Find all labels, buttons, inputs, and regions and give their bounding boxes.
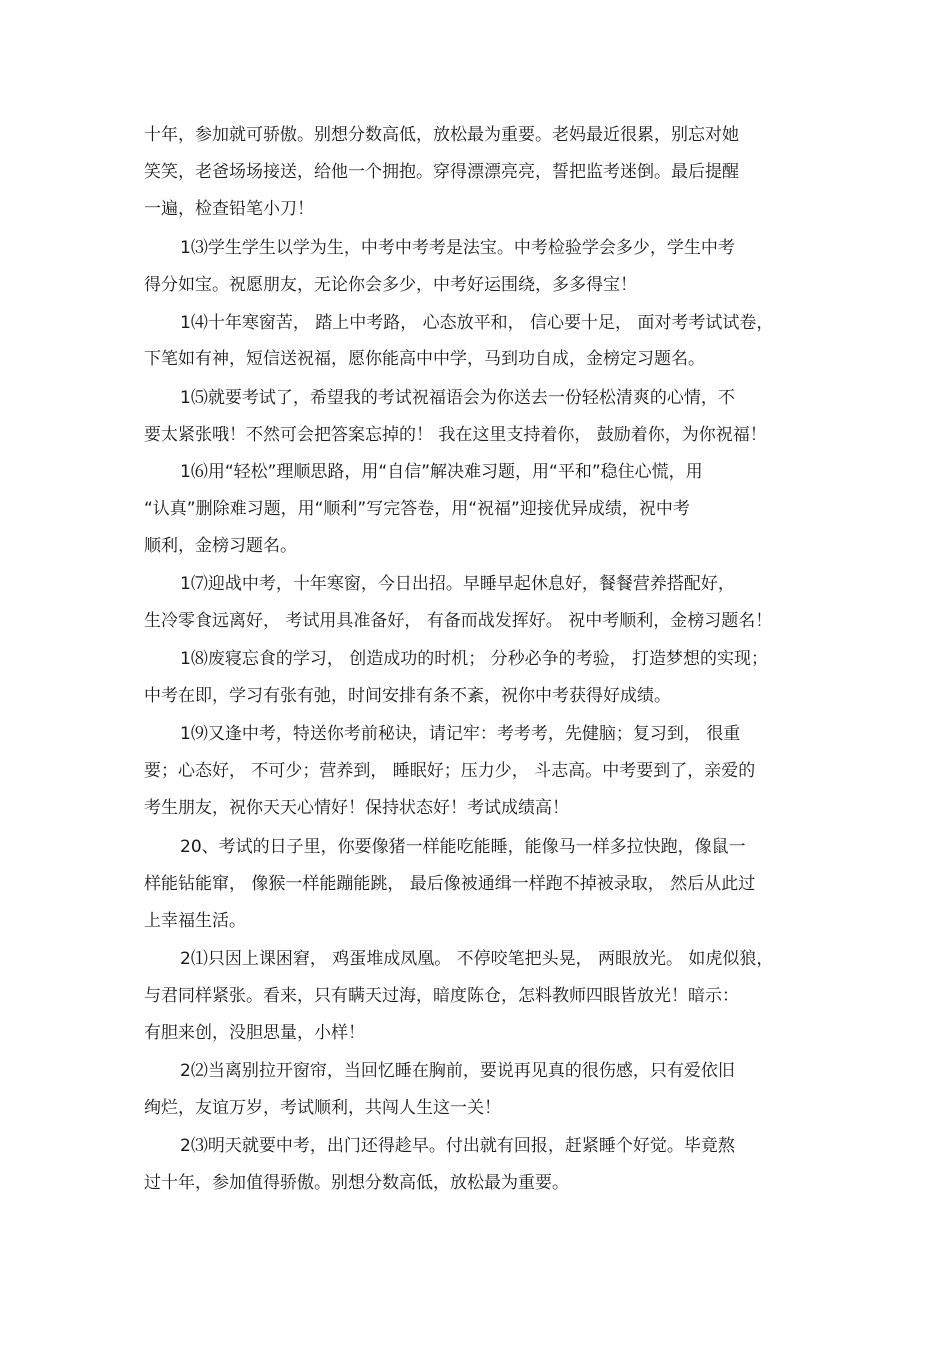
- paragraph-start-line: 1⑼又逢中考，特送你考前秘诀，请记牢：考考考，先健脑；复习到， 很重: [180, 724, 741, 744]
- paragraph-start-line: 1⑺迎战中考，十年寒窗，今日出招。早睡早起休息好，餐餐营养搭配好，: [180, 574, 735, 594]
- paragraph-start-line: 2⑶明天就要中考，出门还得趁早。付出就有回报，赶紧睡个好觉。毕竟熬: [180, 1136, 735, 1156]
- text-line: 笑笑，老爸场场接送，给他一个拥抱。穿得漂漂亮亮，誓把监考迷倒。最后提醒: [144, 162, 739, 182]
- text-line: 下笔如有神，短信送祝福，愿你能高中中学，马到功自成，金榜定习题名。: [144, 349, 705, 369]
- text-line: 生冷零食远离好， 考试用具准备好， 有备而战发挥好。 祝中考顺利，金榜习题名！: [144, 611, 773, 631]
- paragraph-start-line: 1⑹用“轻松”理顺思路，用“自信”解决难习题，用“平和”稳住心慌，用: [180, 462, 703, 482]
- paragraph-start-line: 1⑶学生学生以学为生，中考中考考是法宝。中考检验学会多少，学生中考: [180, 238, 735, 258]
- text-line: 中考在即，学习有张有弛，时间安排有条不紊，祝你中考获得好成绩。: [144, 686, 671, 706]
- text-line: 过十年，参加值得骄傲。别想分数高低，放松最为重要。: [144, 1173, 569, 1193]
- text-line: 得分如宝。祝愿朋友，无论你会多少，中考好运围绕，多多得宝！: [144, 275, 637, 295]
- text-line: 要太紧张哦！不然可会把答案忘掉的！ 我在这里支持着你， 鼓励着你，为你祝福！: [144, 425, 767, 445]
- paragraph-start-line: 2⑴只因上课困窘， 鸡蛋堆成凤凰。 不停咬笔把头晃， 两眼放光。 如虎似狼，: [180, 949, 774, 969]
- text-line: 与君同样紧张。看来，只有瞒天过海，暗度陈仓，怎料教师四眼皆放光！暗示：: [144, 986, 739, 1006]
- paragraph-start-line: 20、考试的日子里，你要像猪一样能吃能睡，能像马一样多拉快跑，像鼠一: [180, 837, 746, 857]
- text-line: 要；心态好， 不可少；营养到， 睡眠好；压力少， 斗志高。中考要到了，亲爱的: [144, 761, 756, 781]
- text-line: 一遍，检查铅笔小刀！: [144, 199, 314, 219]
- text-line: 绚烂，友谊万岁，考试顺利，共闯人生这一关！: [144, 1098, 501, 1118]
- paragraph-start-line: 2⑵当离别拉开窗帘，当回忆睡在胸前，要说再见真的很伤感，只有爱依旧: [180, 1061, 735, 1081]
- text-line: 有胆来创，没胆思量，小样！: [144, 1023, 365, 1043]
- paragraph-start-line: 1⑷十年寒窗苦， 踏上中考路， 心态放平和， 信心要十足， 面对考考试试卷，: [180, 313, 774, 333]
- text-line: 样能钻能窜， 像猴一样能蹦能跳， 最后像被通缉一样跑不掉被录取， 然后从此过: [144, 874, 756, 894]
- text-line: “认真”删除难习题，用“顺利”写完答卷，用“祝福”迎接优异成绩，祝中考: [144, 499, 690, 519]
- text-line: 上幸福生活。: [144, 911, 246, 931]
- text-line: 十年，参加就可骄傲。别想分数高低，放松最为重要。老妈最近很累，别忘对她: [144, 125, 739, 145]
- paragraph-start-line: 1⑸就要考试了，希望我的考试祝福语会为你送去一份轻松清爽的心情，不: [180, 388, 735, 408]
- text-line: 考生朋友，祝你天天心情好！保持状态好！考试成绩高！: [144, 798, 569, 818]
- paragraph-start-line: 1⑻废寝忘食的学习， 创造成功的时机； 分秒必争的考验， 打造梦想的实现；: [180, 649, 769, 669]
- text-line: 顺利，金榜习题名。: [144, 536, 297, 556]
